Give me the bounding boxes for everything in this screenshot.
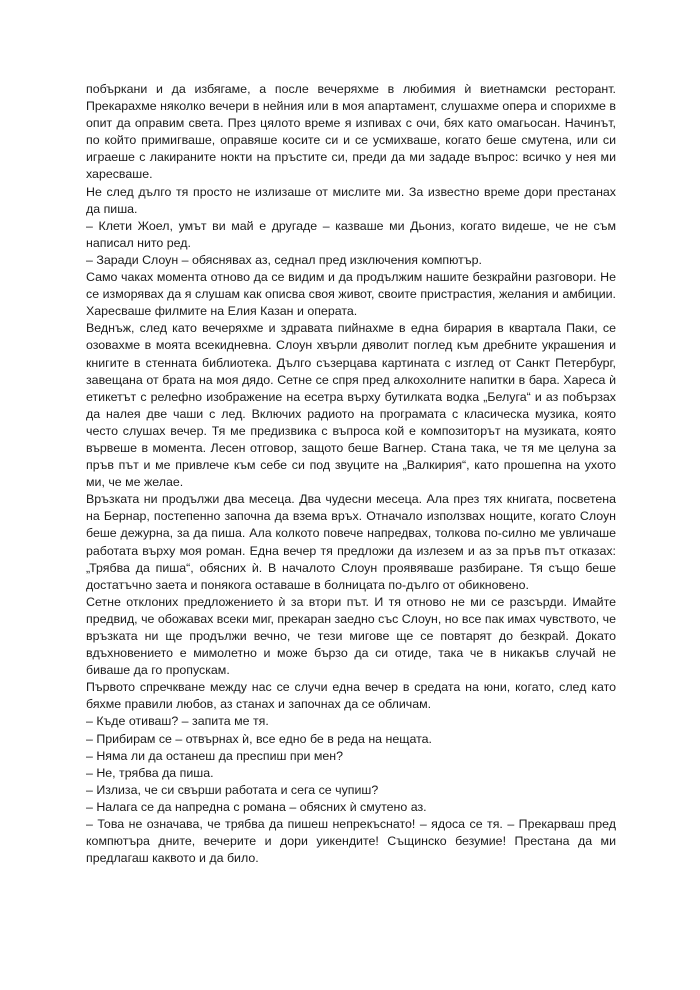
dialogue-line-1: – Къде отиваш? – запита ме тя. bbox=[86, 714, 269, 729]
dialogue-line-4: – Не, трябва да пиша. bbox=[86, 765, 214, 780]
dialogue-line-3: – Няма ли да останеш да преспиш при мен? bbox=[86, 748, 344, 763]
paragraph-9: Първото спречкване между нас се случи една вечер в средата на юни, когато, след като бяхме правили любов, аз станах и започнах да се обличам. bbox=[86, 680, 616, 712]
dialogue-line-2: – Прибирам се – отвърнах ѝ, все едно бе в реда на нещата. bbox=[86, 731, 432, 746]
dialogue-line-7: – Това не означава, че трябва да пишеш непрекъснато! – ядоса се тя. – Прекарваш пред компютъра дните, вечерите и дори уикендите! Същинско безумие! Престана да ми предлагаш каквото и да било. bbox=[86, 817, 616, 866]
paragraph-7: Връзката ни продължи два месеца. Два чудесни месеца. Ала през тях книгата, посветена на Бернар, постепенно започна да взема връх. Отначало използвах нощите, когато Слоун беше дежурна, за да пиша. Ала колкото повече напредвах, толкова по-силно ме увличаше работата върху моя роман. Една вечер тя предложи да излезем и аз за пръв път отказах: „Трябва да пиша“, обясних ѝ. В началото Слоун проявяваше разбиране. Тя също беше достатъчно заета и понякога оставаше в болницата по-дълго от обикновено. bbox=[86, 492, 616, 592]
paragraph-2: Не след дълго тя просто не излизаше от мислите ми. За известно време дори престанах да пиша. bbox=[86, 184, 616, 216]
paragraph-4: – Заради Слоун – обяснявах аз, седнал пред изключения компютър. bbox=[86, 252, 482, 267]
document-page bbox=[86, 81, 616, 867]
paragraph-3: – Клети Жоел, умът ви май е другаде – казваше ми Дьониз, когато видеше, че не съм написал нито ред. bbox=[86, 218, 616, 250]
paragraph-1: побъркани и да избягаме, а после вечеряхме в любимия ѝ виетнамски ресторант. Прекарахме няколко вечери в нейния или в моя апартамент, слушахме опера и спорихме в опит да оправим света. През цялото време я изпивах с очи, бях като омагьосан. Начинът, по който примигваше, оправяше косите си и се усмихваше, когато беше смутена, или си играеше с лакираните нокти на пръстите си, преди да ми зададе въпрос: всичко у нея ми харесваше. bbox=[86, 82, 616, 182]
paragraph-8: Сетне отклоних предложението ѝ за втори път. И тя отново не ми се разсърди. Имайте предвид, че обожавах всеки миг, прекаран заедно със Слоун, но все пак имах чувството, че връзката ни ще продължи вечно, че тези мигове ще се повтарят до безкрай. Докато вдъхновението е мимолетно и може бързо да си отиде, така че в никакъв случай не биваше да го пропускам. bbox=[86, 594, 616, 678]
paragraph-6: Веднъж, след като вечеряхме и здравата пийнахме в една бирария в квартала Паки, се озовахме в моята всекидневна. Слоун хвърли дяволит поглед към дребните украшения и книгите в стенната библиотека. Дълго съзерцава картината с изглед от Санкт Петербург, завещана от брата на моя дядо. Сетне се спря пред алкохолните напитки в бара. Хареса ѝ етикетът с релефно изображение на есетра върху бутилката водка „Белуга“ и аз побързах да налея две чаши с лед. Включих радиото на програмата с класическа музика, която често слушах вечер. Тя ме предизвика с въпроса кой е композиторът на музиката, която вървеше в момента. Лесен отговор, защото беше Вагнер. Стана така, че тя ме целуна за пръв път и ме привлече към себе си под звуците на „Валкирия“, като прошепна на ухото ми, че ме желае. bbox=[86, 321, 616, 490]
dialogue-line-5: – Излиза, че си свърши работата и сега се чупиш? bbox=[86, 782, 379, 797]
dialogue-line-6: – Налага се да напредна с романа – обясних ѝ смутено аз. bbox=[86, 799, 427, 814]
paragraph-5: Само чаках момента отново да се видим и да продължим нашите безкрайни разговори. Не се изморявах да я слушам как описва своя живот, своите пристрастия, желания и амбиции. Харесваше филмите на Елия Казан и операта. bbox=[86, 270, 616, 319]
